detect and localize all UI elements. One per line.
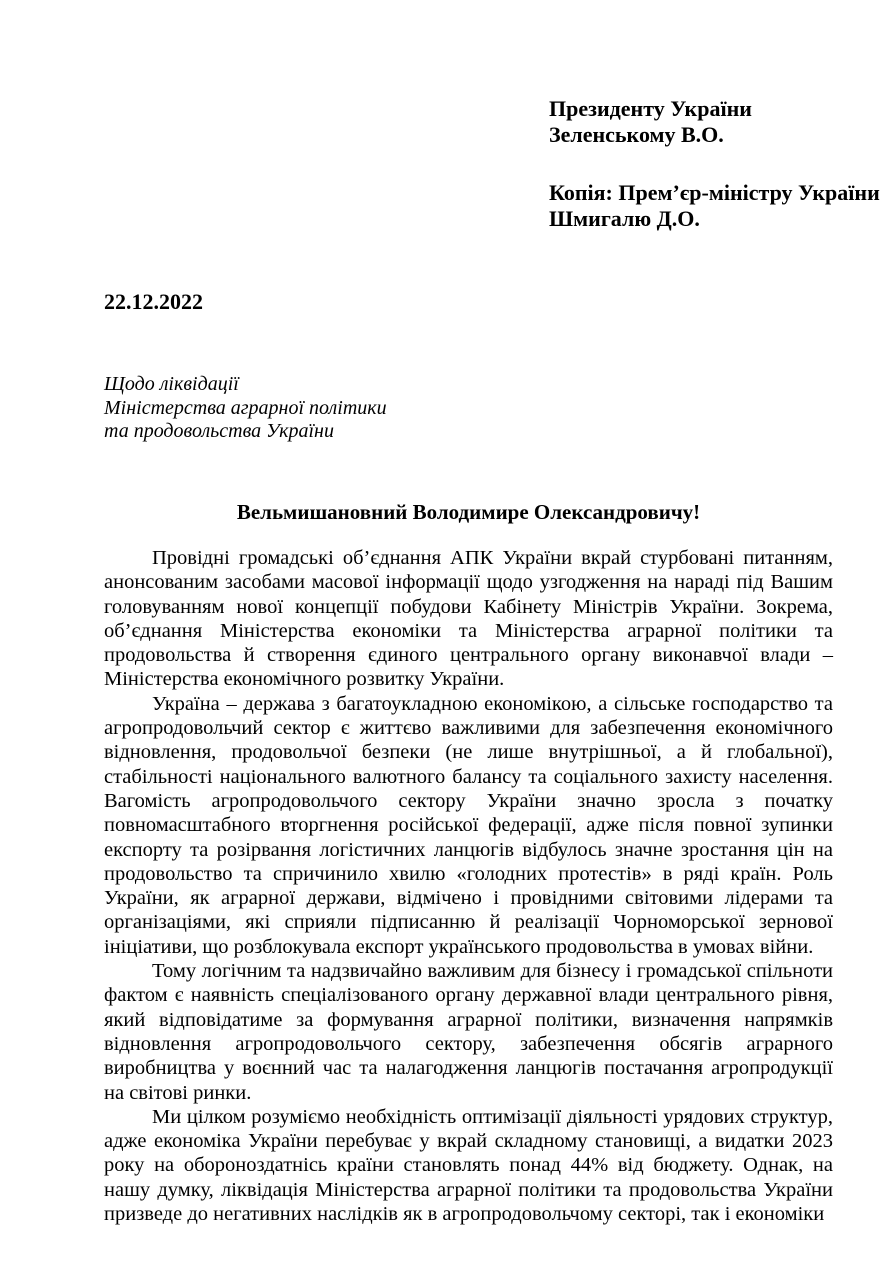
addressee-copy xyxy=(549,180,880,232)
letter-body xyxy=(104,546,833,1226)
body-paragraph-4: Ми цілком розуміємо необхідність оптимізації діяльності урядових структур, адже економіка України перебуває у вкрай складному становищі, а видатки 2023 року на обороноздатнісь країни становлять понад 44% від бюджету. Однак, на нашу думку, ліквідація Міністерства аграрної політики та продовольства України призведе до негативних наслідків як в агропродовольчому секторі, так і економіки xyxy=(104,1105,833,1226)
body-paragraph-2: Україна – держава з багатоукладною економікою, а сільське господарство та агропродовольчий сектор є життєво важливими для забезпечення економічного відновлення, продовольчої безпеки (не лише внутрішньої, а й глобальної), стабільності національного валютного балансу та соціального захисту населення. Вагомість агропродовольчого сектору України значно зросла з початку повномасштабного вторгнення російської федерації, адже після повної зупинки експорту та розірвання логістичних ланцюгів відбулось значне зростання цін на продовольство та спричинило хвилю «голодних протестів» в ряді країн. Роль України, як аграрної держави, відмічено і провідними світовими лідерами та організаціями, які сприяли підписанню й реалізації Чорноморської зернової ініціативи, що розблокувала експорт українського продовольства в умовах війни. xyxy=(104,692,833,958)
addressee-copy-line-1: Копія: Прем’єр-міністру України xyxy=(549,180,880,205)
addressee-line-1: Президенту України xyxy=(549,96,752,121)
salutation: Вельмишановний Володимире Олександровичу! xyxy=(236,500,701,524)
addressee-line-2: Зеленському В.О. xyxy=(549,122,724,147)
addressee-primary xyxy=(549,96,880,148)
body-paragraph-1: Провідні громадські об’єднання АПК України вкрай стурбовані питанням, анонсованим засобами масової інформації щодо узгодження на нараді під Вашим головуванням нової концепції побудови Кабінету Міністрів України. Зокрема, об’єднання Міністерства економіки та Міністерства аграрної політики та продовольства й створення єдиного центрального органу виконавчої влади – Міністерства економічного розвитку України. xyxy=(104,547,833,691)
addressee-copy-line-2: Шмигалю Д.О. xyxy=(549,206,700,231)
subject-line-2: Міністерства аграрної політики xyxy=(104,396,387,419)
addressee-block xyxy=(549,96,880,232)
subject-line-1: Щодо ліквідації xyxy=(104,373,239,395)
body-paragraph-3: Тому логічним та надзвичайно важливим для бізнесу і громадської спільноти фактом є наявність спеціалізованого органу державної влади центрального рівня, який відповідатиме за формування аграрної політики, визначення напрямків відновлення агропродовольчого сектору, забезпечення обсягів аграрного виробництва у воєнний час та налагодження ланцюгів постачання агропродукції на світові ринки. xyxy=(104,960,833,1104)
subject-line-3: та продовольства України xyxy=(104,420,334,442)
subject-block xyxy=(104,373,387,444)
letter-date: 22.12.2022 xyxy=(104,289,203,314)
